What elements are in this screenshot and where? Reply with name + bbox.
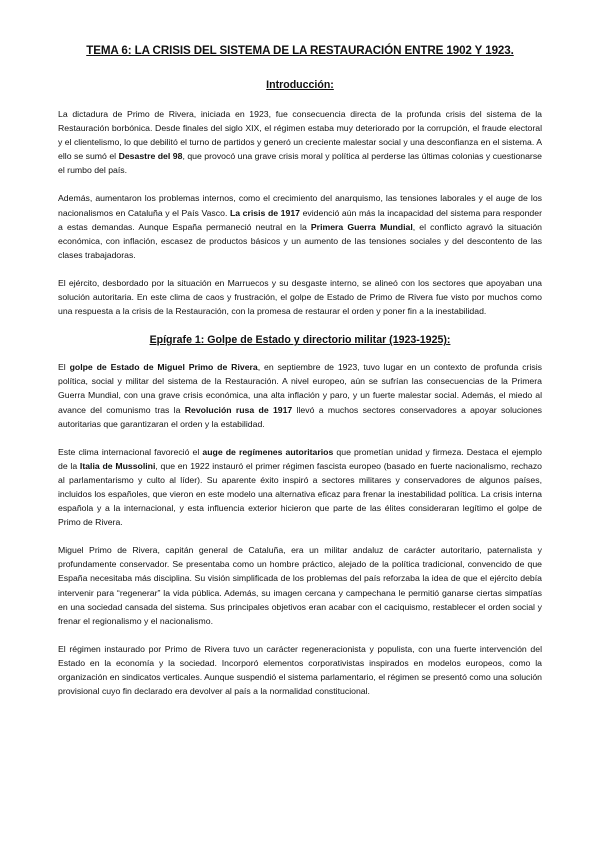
text-run: Miguel Primo de Rivera, capitán general de Cataluña, era un militar andaluz de carácter autoritario, paternalista y profundamente conservador. Se presentaba como un hombre práctico, alejado de la política tradicional, convencido de que España necesitaba más disciplina. Su visión simplificada de los problemas del país reforzaba la idea de que el ejército debía intervenir para “regenerar” la vida pública. Además, su imagen cercana y campechana le permitió ganarse ciertas simpatías en una sociedad cansada del sistema. Sus principales objetivos eran acabar con el caciquismo, restablecer el orden social y frenar el regionalismo y el nacionalismo. [58,545,542,626]
paragraph [58,276,542,318]
section-heading-introduccion: Introducción: [266,79,334,91]
document-title: TEMA 6: LA CRISIS DEL SISTEMA DE LA RESTAURACIÓN ENTRE 1902 Y 1923. [86,44,514,57]
bold-text: auge de regímenes autoritarios [202,446,334,457]
bold-text: La crisis de 1917 [229,207,300,218]
bold-text: Revolución rusa de 1917 [184,404,293,415]
text-run: , que provocó una grave crisis moral y política al perderse las últimas colonias y cuestionarse el rumbo del país. [58,151,543,176]
bold-text: Italia de Mussolini [79,460,156,471]
text-run: , en septiembre de 1923, tuvo lugar en un contexto de profunda crisis política, social y militar del sistema de la Restauración. A nivel europeo, aún se sufrían las consecuencias de la Primera Guerra Mundial, con una grave crisis económica, una alta inflación y paro, y un fuerte malestar social. Además, el miedo al avance del comunismo tras la [58,362,542,415]
section-body-epigrafe-1 [58,360,542,698]
text-run: llevó a muchos sectores conservadores a apoyar soluciones autoritarias que garantizaran el orden y la estabilidad. [58,404,543,429]
paragraph [58,360,542,430]
text-run: El [58,362,70,373]
text-run: Este clima internacional favoreció el [58,446,203,457]
paragraph [58,445,542,530]
text-run: El ejército, desbordado por la situación en Marruecos y su desgaste interno, se alineó con los sectores que apoyaban una solución autoritaria. En este clima de caos y frustración, el golpe de Estado de Primo de Rivera fue visto por muchos como una respuesta a la crisis de la Restauración, con la promesa de restaurar el orden y poner fin a la inestabilidad. [58,277,542,317]
text-run: evidenció aún más la incapacidad del sistema para responder a estas demandas. Aunque España permaneció neutral en la [58,207,542,232]
bold-text: Desastre del 98 [118,151,183,162]
bold-text: golpe de Estado de Miguel Primo de Rivera [69,362,258,373]
paragraph [58,191,542,261]
paragraph [58,543,542,628]
text-run: , el conflicto agravó la situación económica, con inflación, escasez de productos básicos y un aumento de las tensiones sociales y del descontento de las clases trabajadoras. [58,221,542,260]
text-run: El régimen instaurado por Primo de Rivera tuvo un carácter regeneracionista y populista, con una fuerte intervención del Estado en la economía y la sociedad. Incorporó elementos corporativistas inspirados en modelos europeos, como la organización en sindicatos verticales. Aunque suspendió el sistema parlamentario, el régimen se presentó como una solución provisional cuyo fin declarado era devolver al país a la normalidad constitucional. [58,643,542,697]
section-body-introduccion [58,107,542,318]
bold-text: Primera Guerra Mundial [310,221,413,232]
text-run: La dictadura de Primo de Rivera, iniciada en 1923, fue consecuencia directa de la profunda crisis del sistema de la Restauración borbónica. Desde finales del siglo XIX, el régimen estaba muy deteriorado por la corrupción, el fraude electoral y el clientelismo, lo que debilitó el turno de partidos y generó un creciente malestar social y una desconfianza en el sistema. A ello se sumó el [58,109,542,162]
text-run: que prometían unidad y firmeza. Destaca el ejemplo de la [58,446,543,471]
paragraph [58,642,542,698]
section-heading-epigrafe-1: Epígrafe 1: Golpe de Estado y directorio militar (1923-1925): [149,334,451,347]
text-run: Además, aumentaron los problemas internos, como el crecimiento del anarquismo, las tensiones laborales y el auge de los nacionalismos en Cataluña y el País Vasco. [58,193,542,218]
text-run: , que en 1922 instauró el primer régimen fascista europeo (basado en fuerte nacionalismo, rechazo al parlamentarismo y culto al líder). Su aparente éxito inspiró a sectores militares y conservadores de algunos países, incluidos los españoles, que vieron en este modelo una alternativa eficaz para frenar la inestabilidad política. La crisis interna española y a la internacional, y esta influencia exterior hicieron que parte de las élites consideraran legítimo el golpe de Primo de Rivera. [58,460,542,528]
paragraph [58,107,542,177]
